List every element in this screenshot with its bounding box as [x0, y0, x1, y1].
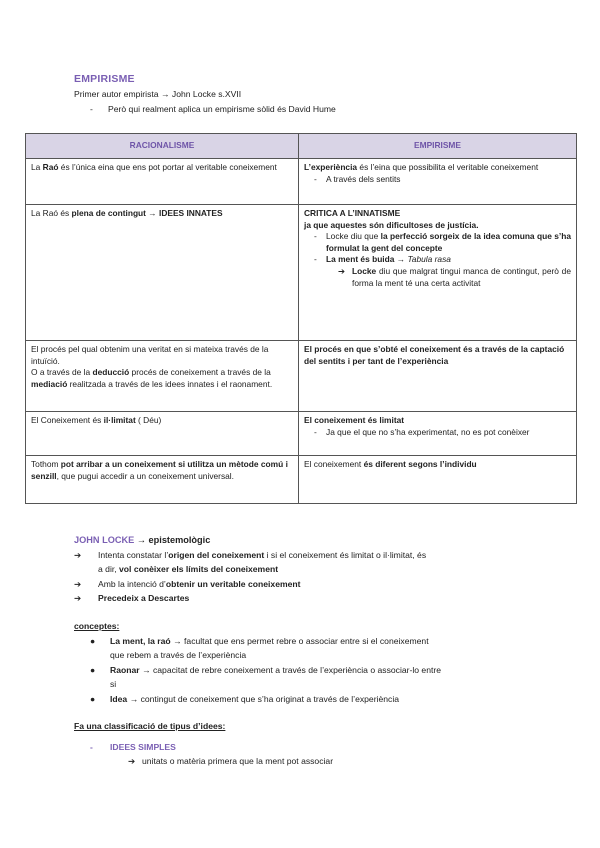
t: plena de contingut → IDEES INNATES — [71, 208, 223, 218]
list-item — [74, 754, 574, 769]
t: Precedeix a Descartes — [98, 593, 190, 603]
cell-r1-right — [299, 159, 577, 205]
concepts-section — [74, 619, 574, 706]
t: i si el coneixement és limitat o il·limitat, és — [264, 549, 427, 560]
t: la perfecció sorgeix de la idea comuna que s’ha formulat la gent del concepte — [326, 231, 572, 253]
t: Raonar — [110, 664, 140, 675]
t: El coneixement — [304, 459, 364, 469]
t: Tabula rasa — [407, 254, 451, 265]
classify-title: Fa una classificació de tipus d’idees: — [74, 721, 226, 731]
r4-right-title: El coneixement és limitat — [304, 415, 405, 425]
page-heading: EMPIRISME — [74, 73, 135, 85]
list-item — [74, 591, 574, 606]
cell-r4-left — [26, 412, 299, 456]
t: mediació — [31, 378, 68, 389]
t: diu que malgrat tingui manca de contingut, però de forma la ment té una certa activitat — [352, 265, 571, 288]
arrow-right-icon: ➔ — [338, 265, 346, 276]
t: procés de coneixement a través de la — [129, 367, 271, 378]
r3-left-2 — [31, 367, 293, 390]
t: La — [31, 162, 43, 172]
t: Locke — [352, 265, 377, 276]
list-item-cont: si — [110, 679, 117, 689]
list-item-cont: que rebem a través de l’experiència — [110, 650, 247, 660]
table-row — [26, 341, 577, 412]
t: Intenta constatar l’ — [98, 549, 169, 560]
cell-r1-right-sub: - A través dels sentits — [304, 174, 571, 186]
table-row — [26, 412, 577, 456]
cell-r2-right — [299, 205, 577, 341]
t: El Coneixement és — [31, 415, 104, 425]
t: vol conèixer els límits del coneixement — [119, 564, 279, 574]
t: La ment, la raó — [110, 635, 171, 646]
t: JOHN LOCKE — [74, 535, 135, 545]
t: deducció — [92, 367, 130, 378]
t: IDEES SIMPLES — [110, 741, 176, 752]
t: → — [394, 254, 408, 265]
critica-title: CRITICA A L’INNATISME — [304, 208, 401, 218]
concepts-title: conceptes: — [74, 621, 120, 631]
table-row — [26, 205, 577, 341]
cell-r3-right: El procés en que s’obté el coneixement és a través de la captació del sentits i per tant de l’experiència — [299, 341, 577, 412]
t: → capacitat de rebre coneixement a través de l’experiència o associar-lo entre — [139, 664, 442, 675]
t: és diferent segons l’individu — [363, 459, 477, 469]
t: Tothom — [31, 459, 61, 469]
t: , que pugui accedir a un coneixement universal. — [56, 470, 234, 481]
list-item — [74, 663, 574, 678]
r4-right-sub: - Ja que el que no s’ha experimentat, no es pot conèixer — [304, 427, 571, 439]
t: O a través de la — [31, 367, 93, 378]
t: Raó — [42, 162, 59, 172]
list-item-cont — [74, 562, 574, 577]
t: La Raó és — [31, 208, 72, 218]
dash-icon: - — [90, 741, 93, 752]
cell-r4-right — [299, 412, 577, 456]
bullet-icon: ● — [90, 693, 96, 704]
arrow-right-icon: ➔ — [128, 756, 136, 766]
list-item — [74, 740, 574, 755]
cell-r5-right — [299, 456, 577, 504]
critica-line: ja que aquestes són dificultoses de justícia. — [304, 219, 479, 230]
table-row — [26, 456, 577, 504]
header-empirisme: EMPIRISME — [299, 134, 577, 159]
critica-sub-3 — [304, 266, 571, 289]
bullet-icon: ● — [90, 635, 96, 646]
t: L’experiència — [304, 162, 358, 172]
t: obtenir un veritable coneixement — [165, 578, 301, 589]
t: a dir, — [98, 564, 120, 574]
t: unitats o matèria primera que la ment pot associar — [142, 756, 334, 766]
t: il·limitat — [103, 415, 136, 425]
intro-line-1: Primer autor empirista → John Locke s.XVII — [74, 89, 242, 99]
t: → contingut de coneixement que s’ha originat a través de l’experiència — [127, 693, 400, 704]
t: → epistemològic — [134, 535, 211, 545]
t: realitzada a través de les idees innates i el raonament. — [67, 378, 273, 389]
t: origen del coneixement — [168, 549, 265, 560]
t: és l’eina que possibilita el veritable coneixement — [357, 162, 539, 172]
arrow-right-icon: ➔ — [74, 549, 82, 560]
t: → facultat que ens permet rebre o associar entre si el coneixement — [170, 635, 429, 646]
t: Amb la intenció d’ — [98, 578, 166, 589]
list-item — [74, 634, 574, 649]
t: La ment és buida — [326, 254, 395, 265]
t: és l’única eina que ens pot portar al veritable coneixement — [58, 162, 277, 172]
cell-r3-left — [26, 341, 299, 412]
list-item — [74, 548, 574, 563]
header-racionalisme: RACIONALISME — [26, 134, 299, 159]
cell-r2-left — [26, 205, 299, 341]
t: Locke diu que — [326, 231, 381, 242]
intro-line-2: - Però qui realment aplica un empirisme sòlid és David Hume — [90, 104, 336, 114]
cell-r5-left — [26, 456, 299, 504]
table-header-row — [26, 134, 577, 159]
t: ( Déu) — [135, 415, 162, 425]
r3-left-1: El procés pel qual obtenim una veritat en si mateixa través de la intuïció. — [31, 344, 269, 366]
table-row — [26, 159, 577, 205]
list-item — [74, 577, 574, 592]
bullet-icon: ● — [90, 664, 96, 675]
classify-section — [74, 719, 574, 769]
cell-r1-left — [26, 159, 299, 205]
comparison-table — [25, 133, 577, 504]
t: pot arribar a un coneixement si utilitza un mètode comú i senzill — [31, 459, 288, 481]
critica-sub-2 — [304, 254, 571, 266]
arrow-right-icon: ➔ — [74, 578, 82, 589]
t: Idea — [110, 693, 128, 704]
arrow-right-icon: ➔ — [74, 593, 82, 603]
list-item — [74, 692, 574, 707]
locke-title — [74, 533, 574, 548]
locke-section — [74, 533, 574, 606]
critica-sub-1 — [304, 231, 571, 254]
intro-line-2-text: Però qui realment aplica un empirisme sòlid és David Hume — [108, 104, 336, 114]
